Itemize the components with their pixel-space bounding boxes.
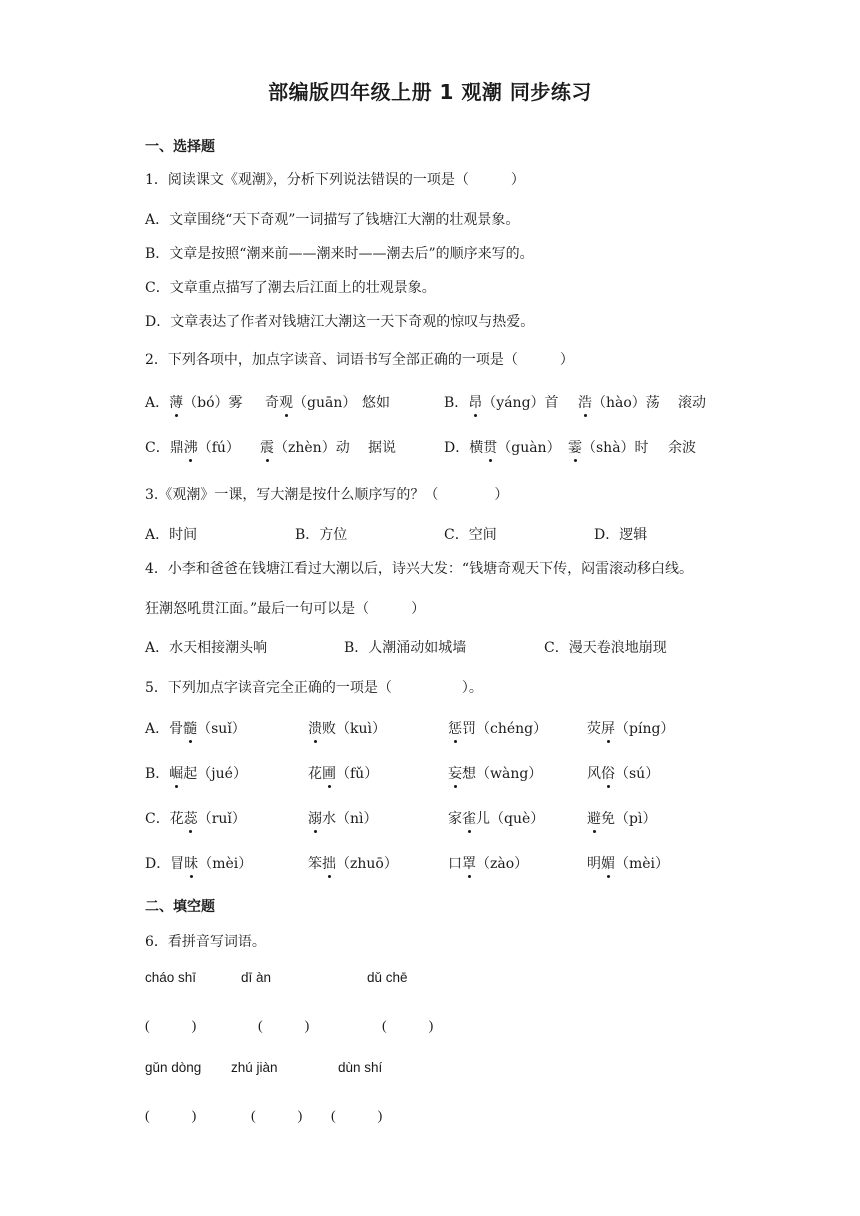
q5-option-b-item-2: [308, 763, 378, 783]
q1-option-b: B．文章是按照“潮来前——潮来时——潮去后”的顺序来写的。: [145, 246, 534, 262]
q5-option-b-item-1: [145, 763, 247, 783]
q2c-dotted-word-2: 震: [260, 437, 274, 457]
q3-option-c: C．空间: [444, 527, 497, 543]
q2b-prefix: B．: [444, 395, 469, 411]
q2a-word-3: 悠如: [362, 395, 390, 411]
q4-option-c: C．漫天卷浪地崩现: [544, 640, 667, 656]
q2-option-b-part2: [578, 392, 660, 412]
q2-option-d: [444, 437, 561, 457]
q6-stem: 6．看拼音写词语。: [145, 934, 266, 950]
q5-item-suffix-pinyin: 儿（què）: [476, 811, 545, 827]
q5-item-suffix-pinyin: 罚（chéng）: [462, 721, 548, 737]
q6-pinyin-3: dǔ chē: [367, 970, 408, 985]
q5-item-dotted-char: 拙: [322, 853, 336, 873]
q5-item-dotted-char: 俗: [601, 763, 615, 783]
q2-option-b: [444, 392, 559, 412]
q5-option-a-item-2: [308, 718, 386, 738]
q5-item-dotted-char: 惩: [448, 718, 462, 738]
section-heading-choice: 一、选择题: [145, 139, 215, 155]
q5-option-a-item-1: [145, 718, 246, 738]
q5-option-d-item-2: [308, 853, 398, 873]
q5-item-dotted-char: 媚: [601, 853, 615, 873]
q5-item-dotted-char: 蕊: [184, 808, 198, 828]
q5-item-suffix-pinyin: （sú）: [615, 766, 660, 782]
q2-option-a: [145, 392, 243, 412]
q6-pinyin-4: gǔn dòng: [145, 1060, 202, 1075]
q2a-pinyin-1: （bó）雾: [183, 395, 243, 411]
q5-item-prefix: D．冒: [145, 856, 185, 872]
q2c-pinyin-2: （zhèn）动: [274, 440, 350, 456]
q2a-pinyin-2: （guān）: [293, 395, 357, 411]
q5-item-prefix: B．: [145, 766, 170, 782]
q5-item-suffix-pinyin: （suǐ）: [197, 721, 246, 737]
q3-option-b: B．方位: [295, 527, 348, 543]
q2d-pinyin-1: （guàn）: [497, 440, 561, 456]
q6-answer-blank-1[interactable]: ( ): [145, 1019, 197, 1034]
q5-option-d-item-3: [448, 853, 528, 873]
q2b-pinyin-2: （hào）荡: [592, 395, 660, 411]
q5-item-suffix-pinyin: （ruǐ）: [197, 811, 246, 827]
q2d-prefix: D．横: [444, 440, 484, 456]
q5-item-suffix-pinyin: 想（wàng）: [462, 766, 543, 782]
q5-option-d-item-1: [145, 853, 252, 873]
q5-item-suffix-pinyin: （zhuō）: [336, 856, 398, 872]
q6-answer-blank-3[interactable]: ( ): [382, 1019, 434, 1034]
q2d-pinyin-2: （shà）时: [582, 440, 649, 456]
q6-pinyin-2: dī àn: [241, 970, 272, 985]
q5-item-prefix: 家: [448, 811, 462, 827]
q5-item-dotted-char: 屏: [601, 718, 615, 738]
q5-item-dotted-char: 罩: [462, 853, 476, 873]
q5-option-d-item-4: [587, 853, 669, 873]
q5-item-suffix-pinyin: （zào）: [476, 856, 529, 872]
q5-item-dotted-char: 雀: [462, 808, 476, 828]
q2a-prefix: A．: [145, 395, 170, 411]
q6-answer-blank-4[interactable]: ( ): [145, 1109, 197, 1124]
q5-item-prefix: A．骨: [145, 721, 184, 737]
q2b-dotted-word-1: 昂: [468, 392, 482, 412]
q2d-dotted-word-2: 霎: [568, 437, 582, 457]
q5-item-dotted-char: 溃: [308, 718, 322, 738]
q3-option-d: D．逻辑: [594, 527, 648, 543]
q2c-pinyin-1: （fú）: [197, 440, 240, 456]
q6-pinyin-6: dùn shí: [338, 1060, 383, 1075]
q6-pinyin-5: zhú jiàn: [231, 1060, 278, 1075]
q5-item-dotted-char: 溺: [308, 808, 322, 828]
q5-item-dotted-char: 髓: [183, 718, 197, 738]
q5-item-suffix-pinyin: （mèi）: [615, 856, 670, 872]
q4-option-b: B．人潮涌动如城墙: [344, 640, 467, 656]
q2a-dotted-word-1: 薄: [169, 392, 183, 412]
q5-option-b-item-4: [587, 763, 659, 783]
q2-option-c: [145, 437, 240, 457]
q2-option-a-part2: [265, 392, 356, 412]
q3-stem: 3.《观潮》一课，写大潮是按什么顺序写的？（ ）: [145, 487, 509, 503]
page-title: 部编版四年级上册 1 观潮 同步练习: [268, 80, 592, 104]
q4-stem-line1: 4．小李和爸爸在钱塘江看过大潮以后，诗兴大发：“钱塘奇观天下传，闷雷滚动移白线。: [145, 561, 694, 577]
q5-item-prefix: 口: [448, 856, 462, 872]
q4-stem-line2: 狂潮怒吼贯江面。”最后一句可以是（ ）: [145, 601, 426, 617]
q5-option-c-item-4: [587, 808, 656, 828]
q5-item-dotted-char: 避: [587, 808, 601, 828]
q5-option-c-item-1: [145, 808, 246, 828]
q1-option-d: D．文章表达了作者对钱塘江大潮这一天下奇观的惊叹与热爱。: [145, 314, 535, 330]
q6-pinyin-1: cháo shī: [145, 970, 197, 985]
q4-option-a: A．水天相接潮头响: [145, 640, 268, 656]
q1-option-c: C．文章重点描写了潮去后江面上的壮观景象。: [145, 280, 436, 296]
q5-option-b-item-3: [448, 763, 542, 783]
q2-option-d-part2: [568, 437, 649, 457]
q6-answer-blank-5[interactable]: ( ): [251, 1109, 303, 1124]
q2-stem: 2．下列各项中，加点字读音、词语书写全部正确的一项是（ ）: [145, 352, 574, 368]
q5-item-suffix-pinyin: （píng）: [615, 721, 675, 737]
q5-item-suffix-pinyin: （mèi）: [198, 856, 253, 872]
q5-option-a-item-3: [448, 718, 547, 738]
q5-item-suffix-pinyin: 起（jué）: [183, 766, 247, 782]
q1-option-a: A．文章围绕“天下奇观”一词描写了钱塘江大潮的壮观景象。: [145, 212, 520, 228]
q6-answer-blank-6[interactable]: ( ): [331, 1109, 383, 1124]
q5-item-dotted-char: 圃: [322, 763, 336, 783]
q5-item-prefix: 风: [587, 766, 601, 782]
q5-option-a-item-4: [587, 718, 674, 738]
q5-item-dotted-char: 崛: [169, 763, 183, 783]
q2c-word-3: 据说: [368, 440, 396, 456]
q5-item-prefix: 笨: [308, 856, 322, 872]
q5-item-dotted-char: 妄: [448, 763, 462, 783]
q2d-word-3: 余波: [668, 440, 696, 456]
q5-item-prefix: 明: [587, 856, 601, 872]
q2c-prefix: C．鼎: [145, 440, 184, 456]
q5-item-suffix-pinyin: 水（nì）: [322, 811, 378, 827]
q5-item-prefix: C．花: [145, 811, 184, 827]
q6-answer-blank-2[interactable]: ( ): [258, 1019, 310, 1034]
q2a-word-2a: 奇: [265, 395, 279, 411]
q5-option-c-item-3: [448, 808, 544, 828]
q2d-dotted-word-1: 贯: [483, 437, 497, 457]
q5-item-prefix: 荧: [587, 721, 601, 737]
q2b-pinyin-1: （yáng）首: [482, 395, 559, 411]
q1-stem: 1．阅读课文《观潮》，分析下列说法错误的一项是（ ）: [145, 172, 525, 188]
q2b-dotted-word-2: 浩: [578, 392, 592, 412]
q5-item-prefix: 花: [308, 766, 322, 782]
q5-item-suffix-pinyin: 败（kuì）: [322, 721, 386, 737]
q5-stem: 5．下列加点字读音完全正确的一项是（ ）。: [145, 680, 483, 696]
q2b-word-3: 滚动: [678, 395, 706, 411]
q2-option-c-part2: [260, 437, 350, 457]
q2a-dotted-word-2: 观: [279, 392, 293, 412]
q5-option-c-item-2: [308, 808, 378, 828]
section-heading-fill: 二、填空题: [145, 899, 215, 915]
q5-item-dotted-char: 昧: [184, 853, 198, 873]
q3-option-a: A．时间: [145, 527, 198, 543]
q5-item-suffix-pinyin: 免（pì）: [601, 811, 657, 827]
q2c-dotted-word-1: 沸: [184, 437, 198, 457]
q5-item-suffix-pinyin: （fǔ）: [336, 766, 379, 782]
